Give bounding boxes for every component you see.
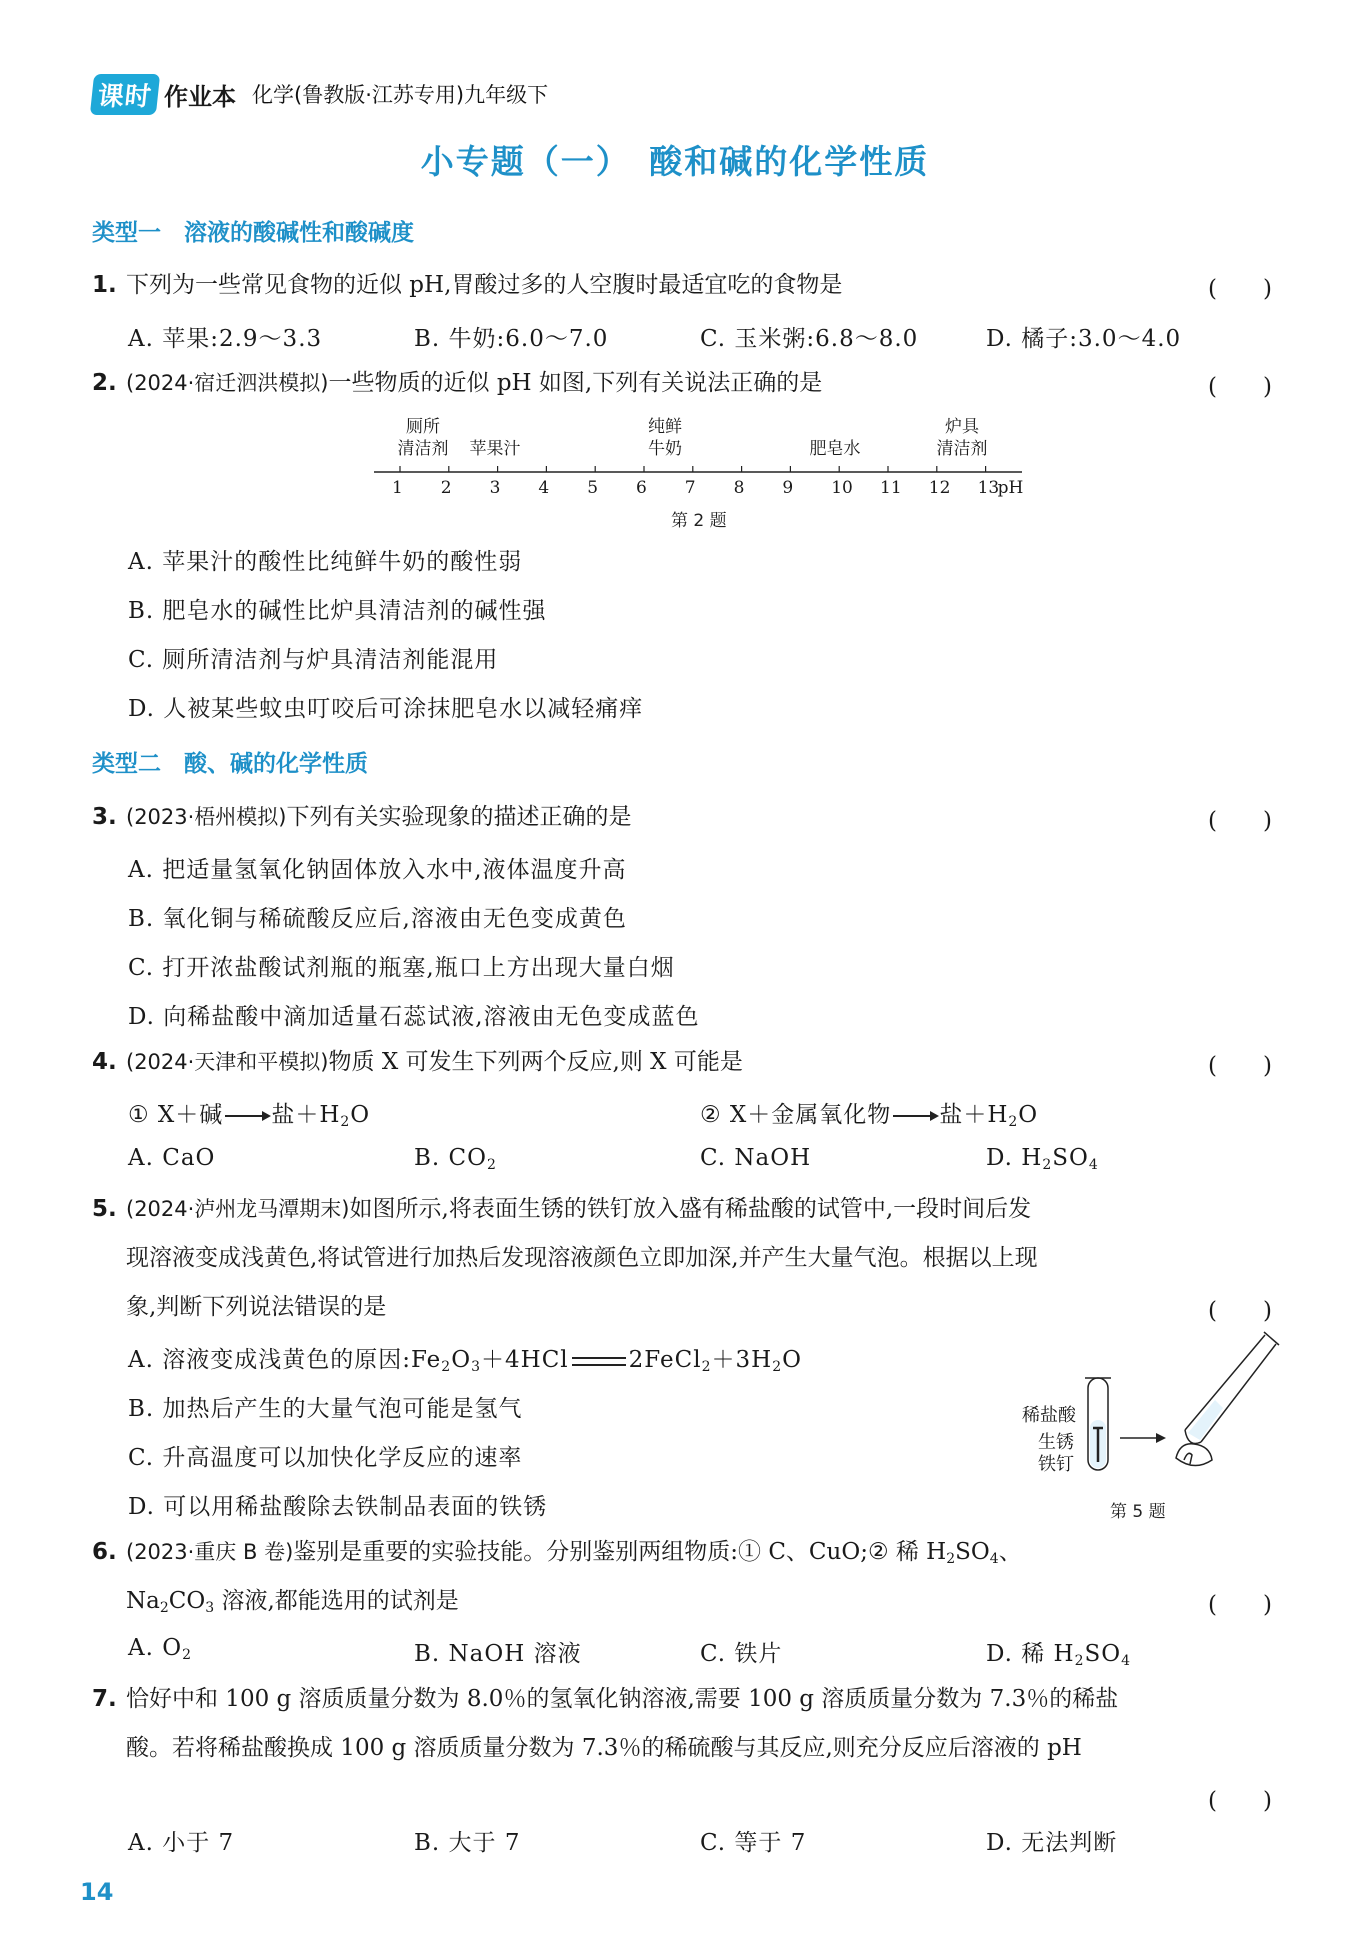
q5-option-c: C. 升高温度可以加快化学反应的速率 (128, 1445, 523, 1471)
question-6-line2: $Na_2CO_3$ 溶液,都能选用的试剂是 (126, 1588, 459, 1616)
question-7: 7. 恰好中和 100 g 溶质质量分数为 8.0％的氢氧化钠溶液,需要 100 g 溶质质量分数为 7.3％的稀盐 (92, 1686, 1119, 1712)
question-1: 1. 下列为一些常见食物的近似 pH,胃酸过多的人空腹时最适宜吃的食物是 (92, 272, 843, 298)
answer-blank-1[interactable]: ( ) (1208, 276, 1272, 302)
label-dilute-hcl: 稀盐酸 (1022, 1405, 1076, 1426)
question-5: 5. (2024·泸州龙马潭期末)如图所示,将表面生锈的铁钉放入盛有稀盐酸的试管中,一段时间后发 (92, 1196, 1032, 1222)
label-rusty-nail: 生锈 铁钉 (1038, 1432, 1074, 1475)
section-heading-2: 类型二 酸、碱的化学性质 (92, 751, 368, 777)
q3-option-c: C. 打开浓盐酸试剂瓶的瓶塞,瓶口上方出现大量白烟 (128, 955, 675, 981)
q6-option-c: C. 铁片 (700, 1641, 783, 1667)
ph-tick-label: 12 (928, 478, 951, 498)
ph-tick-label: 6 (636, 478, 647, 498)
ph-tick-label: 11 (880, 478, 902, 498)
answer-blank-4[interactable]: ( ) (1208, 1053, 1272, 1079)
answer-blank-2[interactable]: ( ) (1208, 374, 1272, 400)
q7-option-d: D. 无法判断 (986, 1830, 1118, 1856)
book-subtitle: 化学(鲁教版·江苏专用)九年级下 (252, 83, 549, 107)
q5-option-b: B. 加热后产生的大量气泡可能是氢气 (128, 1396, 523, 1422)
ph-tick-label: 8 (733, 478, 745, 498)
q6-option-b: B. NaOH 溶液 (414, 1641, 582, 1667)
page-title: 小专题（一） 酸和碱的化学性质 (420, 142, 930, 181)
q4-option-c: C. NaOH (700, 1145, 812, 1171)
q1-option-d: D. 橘子:3.0～4.0 (986, 326, 1182, 352)
q6-option-d: D. 稀 $H_2SO_4$ (986, 1641, 1132, 1669)
q1-option-a: A. 苹果:2.9～3.3 (128, 326, 323, 352)
section-heading-1: 类型一 溶液的酸碱性和酸碱度 (92, 220, 414, 246)
q4-option-b: B. $CO_2$ (414, 1145, 497, 1173)
ph-tick-label: 2 (440, 478, 452, 498)
ph-unit-label: pH (997, 478, 1024, 498)
answer-blank-7[interactable]: ( ) (1208, 1788, 1272, 1814)
q6-option-a: A. $O_2$ (128, 1635, 193, 1663)
figure-5-caption: 第 5 题 (1110, 1502, 1166, 1522)
logo-zuoyeben: 作业本 (164, 82, 237, 111)
answer-blank-6[interactable]: ( ) (1208, 1592, 1272, 1618)
q2-option-a: A. 苹果汁的酸性比纯鲜牛奶的酸性弱 (128, 549, 523, 575)
ph-tick-label: 10 (831, 478, 853, 498)
ph-tick-label: 9 (782, 478, 794, 498)
q2-option-d: D. 人被某些蚊虫叮咬后可涂抹肥皂水以减轻痛痒 (128, 696, 644, 722)
q3-option-a: A. 把适量氢氧化钠固体放入水中,液体温度升高 (128, 857, 627, 883)
label-apple-juice: 苹果汁 (469, 439, 521, 459)
label-milk: 纯鲜 牛奶 (648, 417, 682, 459)
answer-blank-3[interactable]: ( ) (1208, 808, 1272, 834)
answer-blank-5[interactable]: ( ) (1208, 1298, 1272, 1324)
q4-option-a: A. CaO (128, 1145, 216, 1171)
label-soap-water: 肥皂水 (809, 439, 861, 459)
question-5-line2: 现溶液变成浅黄色,将试管进行加热后发现溶液颜色立即加深,并产生大量气泡。根据以上现 (126, 1245, 1038, 1271)
ph-tick-label: 5 (587, 478, 599, 498)
arrow-icon (225, 1115, 269, 1117)
logo-keshi: 课时 (90, 74, 160, 115)
ph-tick-label: 7 (684, 478, 696, 498)
label-toilet-cleaner: 厕所 清洁剂 (397, 417, 449, 459)
q2-option-b: B. 肥皂水的碱性比炉具清洁剂的碱性强 (128, 598, 547, 624)
question-3: 3. (2023·梧州模拟)下列有关实验现象的描述正确的是 (92, 804, 632, 830)
q4-reaction-1: ① X＋碱 盐$+H_2O$ (128, 1102, 371, 1130)
page-number: 14 (80, 1878, 114, 1906)
question-2: 2. (2024·宿迁泗洪模拟)一些物质的近似 pH 如图,下列有关说法正确的是 (92, 370, 823, 396)
figure-2-caption: 第 2 题 (671, 511, 727, 531)
q7-option-a: A. 小于 7 (128, 1830, 235, 1856)
q7-option-b: B. 大于 7 (414, 1830, 521, 1856)
q3-option-b: B. 氧化铜与稀硫酸反应后,溶液由无色变成黄色 (128, 906, 627, 932)
q5-option-a: A. 溶液变成浅黄色的原因$:Fe_2O_3+4HCl$ $2FeCl_2+3H_2O$ (128, 1347, 802, 1375)
question-7-line2: 酸。若将稀盐酸换成 100 g 溶质质量分数为 7.3％的稀硫酸与其反应,则充分反应后溶液的 pH (126, 1735, 1082, 1761)
ph-tick-label: 13 (977, 478, 1000, 498)
arrow-icon (893, 1115, 937, 1117)
q4-option-d: D. $H_2SO_4$ (986, 1145, 1099, 1173)
label-stove-cleaner: 炉具 清洁剂 (936, 417, 988, 459)
q1-option-b: B. 牛奶:6.0～7.0 (414, 326, 609, 352)
question-4: 4. (2024·天津和平模拟)物质 X 可发生下列两个反应,则 X 可能是 (92, 1049, 743, 1075)
q3-option-d: D. 向稀盐酸中滴加适量石蕊试液,溶液由无色变成蓝色 (128, 1004, 700, 1030)
q1-option-c: C. 玉米粥:6.8～8.0 (700, 326, 919, 352)
q7-option-c: C. 等于 7 (700, 1830, 807, 1856)
test-tube-drawing (1080, 1330, 1280, 1480)
ph-tick-label: 3 (489, 478, 501, 498)
question-5-line3: 象,判断下列说法错误的是 (126, 1294, 387, 1320)
q5-option-d: D. 可以用稀盐酸除去铁制品表面的铁锈 (128, 1494, 548, 1520)
question-6: 6. (2023·重庆 B 卷)鉴别是重要的实验技能。分别鉴别两组物质:① C、CuO;② 稀 $H_2SO_4$、 (92, 1539, 1022, 1567)
book-header (92, 72, 548, 116)
equals-icon (572, 1357, 626, 1366)
q2-option-c: C. 厕所清洁剂与炉具清洁剂能混用 (128, 647, 499, 673)
ph-tick-label: 1 (392, 478, 403, 498)
q4-reaction-2: ② X＋金属氧化物 盐$+H_2O$ (700, 1102, 1039, 1130)
ph-tick-label: 4 (538, 478, 550, 498)
